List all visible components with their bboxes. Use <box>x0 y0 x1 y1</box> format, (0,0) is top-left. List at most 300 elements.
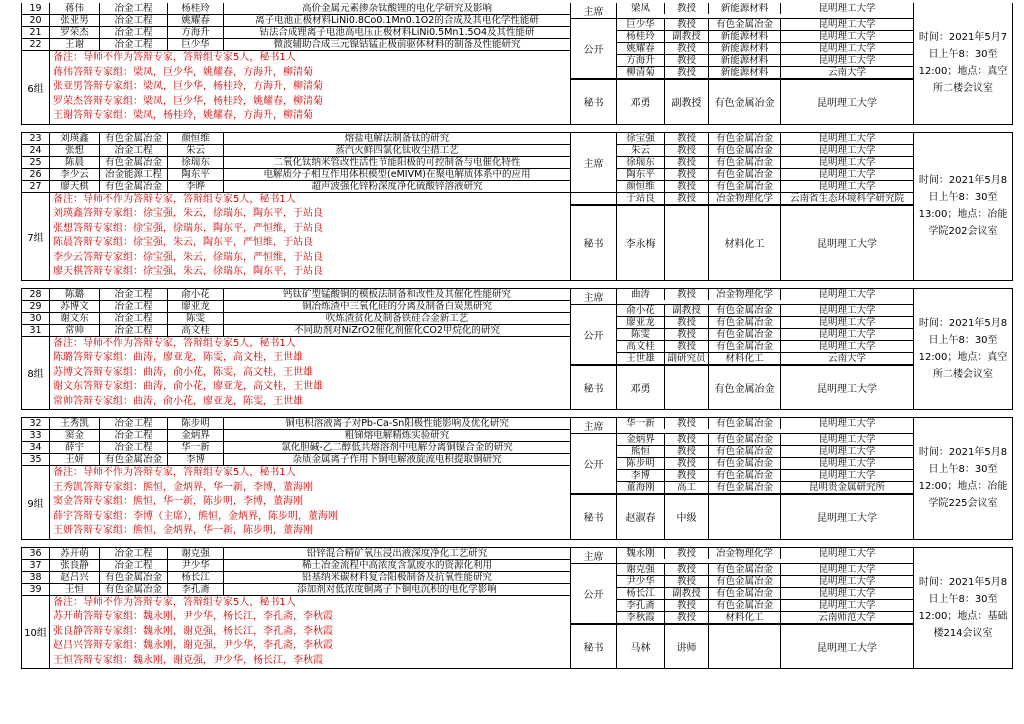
member-major: 有色金属冶金 <box>709 564 781 575</box>
member-org: 昆明理工大学 <box>818 180 876 192</box>
student-number: 32 <box>22 418 50 429</box>
student-number: 37 <box>22 560 50 571</box>
thesis-title: 粗锑熔电解精炼实验研究 <box>344 430 450 441</box>
note-line: 张良静答辩专家组：魏永刚，谢克强，杨长江，李孔斋，李秋霞 <box>53 625 333 637</box>
member-org: 昆明理工大学 <box>818 547 876 559</box>
student-name: 王秀凯 <box>50 418 100 429</box>
member-row <box>617 157 913 169</box>
student-number: 25 <box>22 157 50 168</box>
member-major: 有色金属冶金 <box>709 133 781 144</box>
secretary-row <box>617 80 913 124</box>
group-label: 8组 <box>22 337 50 410</box>
member-title: 教授 <box>665 329 709 340</box>
member-org: 昆明理工大学 <box>818 156 876 168</box>
student-major: 冶金工程 <box>100 39 168 50</box>
member-name: 李永梅 <box>617 206 665 280</box>
member-org: 昆明理工大学 <box>818 599 876 611</box>
student-name: 窦金 <box>50 430 100 441</box>
note-line: 罗荣杰答辩专家组：梁凤，巨少华，杨桂玲，姚耀春，柳清菊 <box>53 95 323 107</box>
committee-role: 秘书 <box>571 495 617 539</box>
member-name: 陶东平 <box>617 169 665 180</box>
member-title: 教授 <box>665 612 709 623</box>
member-org: 昆明理工大学 <box>818 55 876 66</box>
student-row <box>22 548 570 560</box>
member-name: 于站良 <box>617 193 665 204</box>
student-number: 39 <box>22 584 50 595</box>
thesis-title: 铜电积溶液离子对Pb-Ca-Sn阳极性能影响及优化研究 <box>285 418 509 429</box>
member-row <box>617 434 913 446</box>
advisor-name: 李博 <box>168 454 224 465</box>
member-org: 昆明理工大学 <box>818 587 876 599</box>
member-major: 材料化工 <box>709 206 781 280</box>
committee-block <box>571 305 913 365</box>
student-row <box>22 313 570 325</box>
advisor-name: 杨长江 <box>168 572 224 583</box>
member-name: 巨少华 <box>617 19 665 30</box>
member-name: 熊恒 <box>617 446 665 457</box>
advisor-name: 陈步明 <box>168 418 224 429</box>
member-list <box>617 418 913 433</box>
advisor-name: 颜恒维 <box>168 133 224 144</box>
member-name: 方海升 <box>617 55 665 66</box>
member-title: 教授 <box>665 600 709 611</box>
member-major: 有色金属冶金 <box>709 418 781 429</box>
member-name: 尹少华 <box>617 576 665 587</box>
committee-panel <box>571 289 914 410</box>
student-number: 28 <box>22 289 50 300</box>
member-org: 昆明理工大学 <box>818 470 876 481</box>
advisor-name: 杨桂玲 <box>168 3 224 14</box>
committee-panel <box>571 3 914 124</box>
member-major: 有色金属冶金 <box>709 80 781 124</box>
student-number: 29 <box>22 301 50 312</box>
member-name: 曲涛 <box>617 289 665 300</box>
student-number: 21 <box>22 27 50 38</box>
student-name: 王谢 <box>50 39 100 50</box>
member-major: 有色金属冶金 <box>709 446 781 457</box>
member-org: 昆明理工大学 <box>818 575 876 587</box>
member-org: 昆明理工大学 <box>818 304 876 316</box>
group-notes-block <box>22 596 570 669</box>
member-major: 有色金属冶金 <box>709 482 781 493</box>
time-location: 时间：2021年5月7日上午8：30至12:00；地点：真空所二楼会议室 <box>918 32 1008 95</box>
member-list <box>617 548 913 563</box>
note-line: 备注：导师不作为答辩专家，答辩组专家5人，秘书1人 <box>53 337 296 349</box>
note-line: 窦金答辩专家组：熊恒，华一新，陈步明，李博，董海刚 <box>53 496 303 507</box>
member-major: 冶金物理化学 <box>709 289 781 300</box>
member-row <box>617 446 913 458</box>
student-row <box>22 145 570 157</box>
member-major: 有色金属冶金 <box>709 169 781 180</box>
student-name: 王妍 <box>50 454 100 465</box>
secretary-row <box>617 366 913 410</box>
group-block <box>21 3 1013 125</box>
committee-block <box>571 289 913 305</box>
student-name: 蒋伟 <box>50 3 100 14</box>
students-panel <box>22 133 571 280</box>
member-row <box>617 458 913 470</box>
member-name: 马林 <box>617 625 665 669</box>
member-org: 昆明理工大学 <box>817 239 877 250</box>
committee-block <box>571 3 913 19</box>
member-title: 副教授 <box>665 305 709 316</box>
member-org: 云南大学 <box>827 67 866 78</box>
note-line: 备注：导师不作为答辩专家，答辩组专家5人，秘书1人 <box>53 52 296 63</box>
member-major: 新能源材料 <box>709 67 781 78</box>
member-major: 有色金属冶金 <box>709 157 781 168</box>
member-title: 教授 <box>665 181 709 192</box>
member-row <box>617 612 913 623</box>
member-org: 昆明理工大学 <box>818 132 876 144</box>
member-row <box>617 588 913 600</box>
member-org: 昆明理工大学 <box>818 316 876 328</box>
member-org: 昆明理工大学 <box>818 43 876 54</box>
member-title: 教授 <box>665 157 709 168</box>
member-name: 金炳界 <box>617 434 665 445</box>
note-line: 陈晨答辩专家组：徐宝强，朱云，陶东平，严恒维，于站良 <box>53 237 313 248</box>
member-name: 邓勇 <box>617 366 665 410</box>
member-row <box>617 482 913 493</box>
member-title: 教授 <box>665 470 709 481</box>
member-row <box>617 133 913 145</box>
member-list <box>617 289 913 304</box>
committee-block <box>571 133 913 193</box>
member-org: 昆明理工大学 <box>817 513 877 525</box>
student-name: 陈璐 <box>50 289 100 300</box>
student-number: 36 <box>22 548 50 559</box>
student-row <box>22 181 570 193</box>
committee-role: 秘书 <box>571 625 617 669</box>
student-major: 有色金属冶金 <box>100 181 168 192</box>
member-row <box>617 3 913 14</box>
group-layout <box>22 289 1012 410</box>
thesis-title: 铅锌混合精矿氧压浸出液深度净化工艺研究 <box>306 547 488 559</box>
member-name: 董海刚 <box>617 482 665 493</box>
student-row <box>22 289 570 301</box>
member-major: 冶金物理化学 <box>709 548 781 559</box>
group-block <box>21 547 1013 670</box>
note-line: 蒋伟答辩专家组：梁凤，巨少华，姚耀春，方海升，柳清菊 <box>53 66 313 78</box>
students-panel <box>22 548 571 669</box>
student-row <box>22 418 570 430</box>
member-name: 赵淑春 <box>617 495 665 539</box>
member-org: 云南省生态环境科学研究院 <box>789 192 904 204</box>
note-line: 张亚男答辩专家组：梁凤，巨少华，杨桂玲，方海升，柳清菊 <box>53 81 323 92</box>
committee-block <box>571 19 913 79</box>
member-title: 教授 <box>665 43 709 54</box>
member-title <box>665 366 709 410</box>
member-org: 昆明理工大学 <box>818 144 876 156</box>
note-line: 备注：导师不作为答辩专家，答辩组专家5人，秘书1人 <box>53 467 296 478</box>
member-row <box>617 181 913 192</box>
student-major: 冶金工程 <box>100 145 168 156</box>
member-title: 教授 <box>665 317 709 328</box>
member-major: 有色金属冶金 <box>709 434 781 445</box>
group-block <box>21 417 1013 540</box>
thesis-title: 氯化胆碱-乙二醇低共熔溶剂中电解分离铜镍合金的研究 <box>281 442 513 453</box>
student-row <box>22 325 570 337</box>
note-line: 王秀凯答辩专家组：熊恒，金炳界，华一新，李博，董海刚 <box>53 481 313 493</box>
group-layout <box>22 3 1012 124</box>
member-org: 昆明理工大学 <box>818 340 876 352</box>
member-major: 有色金属冶金 <box>709 341 781 352</box>
group-notes-block <box>22 51 570 124</box>
secretary-block <box>571 365 913 410</box>
member-row <box>617 289 913 300</box>
note-line: 备注：导师不作为答辩专家，答辩组专家5人，秘书1人 <box>53 596 296 608</box>
member-list <box>617 193 913 204</box>
notes-list <box>50 337 570 410</box>
member-title: 教授 <box>665 576 709 587</box>
committee-role: 公开 <box>571 564 617 623</box>
thesis-title: 高价金属元素掺杂钛酸锂的电化学研究及影响 <box>301 3 492 14</box>
member-row <box>617 548 913 559</box>
member-row <box>617 329 913 341</box>
advisor-name: 朱云 <box>168 145 224 156</box>
advisor-name: 高文桂 <box>168 325 224 336</box>
member-major: 有色金属冶金 <box>709 305 781 316</box>
committee-role <box>571 193 617 204</box>
member-row <box>617 67 913 78</box>
member-title: 教授 <box>665 169 709 180</box>
member-title: 教授 <box>665 548 709 559</box>
committee-role: 主席 <box>571 418 617 433</box>
member-name: 颜恒维 <box>617 181 665 192</box>
member-list <box>617 305 913 364</box>
secretary-row <box>617 495 913 539</box>
student-name: 常帅 <box>50 325 100 336</box>
notes-list <box>50 193 570 280</box>
member-row <box>617 55 913 67</box>
member-list <box>617 434 913 493</box>
student-name: 赵吕兴 <box>50 572 100 583</box>
student-major: 冶金工程 <box>100 27 168 38</box>
member-name: 俞小花 <box>617 305 665 316</box>
students-panel <box>22 289 571 410</box>
time-location: 时间：2021年5月8日上午8：30至12:00；地点：基础楼214会议室 <box>918 576 1008 639</box>
thesis-title: 吹炼渣贫化及制备铁硅合金新工艺 <box>325 312 469 324</box>
student-row <box>22 27 570 39</box>
group-label: 7组 <box>22 193 50 280</box>
student-name: 苏博文 <box>50 301 100 312</box>
student-row <box>22 430 570 442</box>
student-number: 27 <box>22 181 50 192</box>
member-title: 高工 <box>665 482 709 493</box>
member-title: 教授 <box>665 418 709 429</box>
advisor-name: 李晔 <box>168 181 224 192</box>
student-major: 冶金工程 <box>100 418 168 429</box>
note-line: 张想答辩专家组：徐宝强，徐瑞东，陶东平，严恒维，于站良 <box>53 222 323 234</box>
member-major: 冶金物理化学 <box>709 193 781 204</box>
advisor-name: 巨少华 <box>168 39 224 50</box>
member-org: 昆明理工大学 <box>818 31 876 42</box>
note-line: 陈璐答辩专家组：曲涛，廖亚龙，陈雯，高文桂，王世雄 <box>53 352 303 363</box>
member-row <box>617 43 913 55</box>
member-row <box>617 19 913 31</box>
member-title: 教授 <box>665 145 709 156</box>
group-notes-block <box>22 466 570 539</box>
member-name: 李博 <box>617 470 665 481</box>
committee-role: 秘书 <box>571 366 617 410</box>
student-major: 冶金工程 <box>100 301 168 312</box>
student-major: 有色金属冶金 <box>100 157 168 168</box>
member-title: 教授 <box>665 193 709 204</box>
committee-block <box>571 418 913 434</box>
member-name: 陈雯 <box>617 329 665 340</box>
member-name: 杨长江 <box>617 588 665 599</box>
secretary-block <box>571 79 913 124</box>
thesis-title: 铜冶炼渣中三氧化硅的分离及制备白炭黑研究 <box>301 300 492 312</box>
member-name: 徐瑞东 <box>617 157 665 168</box>
member-org: 昆明理工大学 <box>817 642 877 654</box>
advisor-name: 李孔斋 <box>168 584 224 595</box>
member-org: 昆明理工大学 <box>818 563 876 575</box>
member-title: 讲师 <box>665 625 709 669</box>
secretary-block <box>571 205 913 280</box>
member-name: 徐宝强 <box>617 133 665 144</box>
member-major <box>709 625 781 669</box>
note-line: 苏开萌答辩专家组：魏永刚，尹少华，杨长江，李孔斋，李秋霞 <box>53 611 333 622</box>
advisor-name: 陈雯 <box>168 313 224 324</box>
member-row <box>617 317 913 329</box>
committee-role: 公开 <box>571 434 617 493</box>
group-layout <box>22 548 1012 669</box>
advisor-name: 陶东平 <box>168 169 224 180</box>
advisor-name: 姚耀春 <box>168 15 224 26</box>
student-row <box>22 3 570 15</box>
member-name: 杨桂玲 <box>617 31 665 42</box>
committee-role: 主席 <box>571 133 617 192</box>
member-major: 材料化工 <box>709 612 781 623</box>
committee-role: 秘书 <box>571 206 617 280</box>
advisor-name: 廖亚龙 <box>168 301 224 312</box>
member-name: 华一新 <box>617 418 665 429</box>
member-list <box>617 133 913 192</box>
member-title: 教授 <box>665 55 709 66</box>
notes-list <box>50 466 570 539</box>
member-org: 云南师范大学 <box>818 611 876 623</box>
student-number: 35 <box>22 454 50 465</box>
student-name: 刘瑛鑫 <box>50 133 100 144</box>
member-major: 新能源材料 <box>709 43 781 54</box>
student-row <box>22 560 570 572</box>
member-name: 李秋霞 <box>617 612 665 623</box>
member-name: 陈步明 <box>617 458 665 469</box>
defense-schedule-table <box>21 3 1013 676</box>
member-major: 有色金属冶金 <box>709 19 781 30</box>
thesis-title: 电解质分子相互作用体积模型(eMIVM)在聚电解质体系中的应用 <box>263 168 531 180</box>
member-name: 李孔斋 <box>617 600 665 611</box>
note-line: 王谢答辩专家组：梁凤，杨桂玲，姚耀春，方海升，柳清菊 <box>53 110 313 121</box>
student-major: 冶金工程 <box>100 560 168 571</box>
group-block <box>21 288 1013 411</box>
committee-block <box>571 434 913 494</box>
committee-block <box>571 193 913 205</box>
student-row <box>22 133 570 145</box>
thesis-title: 铅基纳米碳材料复合阳极制备及抗氧性能研究 <box>301 571 492 583</box>
member-title: 中级 <box>665 495 709 539</box>
student-name: 罗荣杰 <box>50 27 100 38</box>
group-layout <box>22 133 1012 280</box>
secretary-row <box>617 206 913 280</box>
student-name: 谢文东 <box>50 313 100 324</box>
note-line: 廖天棋答辩专家组：徐宝强，朱云，徐瑞东，陶东平，于站良 <box>53 266 323 277</box>
student-major: 有色金属冶金 <box>100 133 168 144</box>
member-name: 魏永刚 <box>617 548 665 559</box>
member-title: 教授 <box>665 564 709 575</box>
student-row <box>22 39 570 51</box>
secretary-row <box>617 625 913 669</box>
student-major: 有色金属冶金 <box>100 454 168 465</box>
member-major: 新能源材料 <box>709 55 781 66</box>
member-org: 昆明理工大学 <box>818 418 876 429</box>
time-location: 时间：2021年5月8日上午8：30至12:00；地点：冶能学院225会议室 <box>918 447 1008 510</box>
thesis-title: 不同助剂对NiZrO2催化剂催化CO2甲烷化的研究 <box>294 324 500 336</box>
member-name: 梁凤 <box>617 3 665 14</box>
group-label: 9组 <box>22 466 50 539</box>
note-line: 薛宇答辩专家组：李博（主席），熊恒，金炳界，陈步明，董海刚 <box>53 510 338 522</box>
member-name: 高文桂 <box>617 341 665 352</box>
member-org: 昆明理工大学 <box>818 458 876 469</box>
note-line: 王恒答辩专家组：魏永刚，谢克强，尹少华，杨长江，李秋霞 <box>53 654 323 666</box>
member-title: 教授 <box>665 3 709 14</box>
member-title: 教授 <box>665 446 709 457</box>
member-major: 有色金属冶金 <box>709 458 781 469</box>
member-list <box>617 3 913 18</box>
member-row <box>617 353 913 364</box>
member-org: 昆明理工大学 <box>818 328 876 340</box>
member-row <box>617 305 913 317</box>
group-block <box>21 132 1013 281</box>
member-org: 昆明理工大学 <box>818 446 876 457</box>
students-panel <box>22 3 571 124</box>
group-notes-block <box>22 337 570 410</box>
member-org: 昆明理工大学 <box>817 383 877 395</box>
student-major: 冶金工程 <box>100 442 168 453</box>
thesis-title: 添加剂对低浓度铜离子下铜电沉积的电化学影响 <box>297 583 497 595</box>
member-title: 教授 <box>665 19 709 30</box>
student-row <box>22 169 570 181</box>
note-line: 赵吕兴答辩专家组：魏永刚，谢克强，尹少华，李孔斋，李秋霞 <box>53 640 333 651</box>
time-location: 时间：2021年5月8日上午8：30至12:00；地点：真空所二楼会议室 <box>918 317 1008 380</box>
member-org: 昆明理工大学 <box>818 19 876 30</box>
student-row <box>22 454 570 466</box>
member-list <box>617 19 913 78</box>
group-layout <box>22 418 1012 539</box>
thesis-title: 钴法合成锂离子电池高电压正极材料LiNi0.5Mn1.5O4及其性能研 <box>259 27 535 38</box>
notes-list <box>50 51 570 124</box>
student-major: 有色金属冶金 <box>100 584 168 595</box>
member-title: 教授 <box>665 434 709 445</box>
member-major: 有色金属冶金 <box>709 600 781 611</box>
member-org: 昆明理工大学 <box>818 168 876 180</box>
member-org: 昆明理工大学 <box>817 98 877 110</box>
student-major: 冶金工程 <box>100 548 168 559</box>
note-line: 王妍答辩专家组：熊恒，金炳界，华一新，陈步明，董海刚 <box>53 525 313 536</box>
student-name: 薛宇 <box>50 442 100 453</box>
committee-role: 主席 <box>571 289 617 304</box>
member-org: 昆明理工大学 <box>818 434 876 445</box>
student-name: 张亚男 <box>50 15 100 26</box>
note-line: 苏博文答辩专家组：曲涛，俞小花，陈雯，高文桂，王世雄 <box>53 366 313 378</box>
member-title: 教授 <box>665 289 709 300</box>
member-major: 有色金属冶金 <box>709 329 781 340</box>
student-name: 廖天棋 <box>50 181 100 192</box>
thesis-title: 超声波强化锌粉深度净化硫酸锌溶液研究 <box>311 180 483 192</box>
student-major: 冶金工程 <box>100 3 168 14</box>
member-row <box>617 341 913 353</box>
member-row <box>617 169 913 181</box>
